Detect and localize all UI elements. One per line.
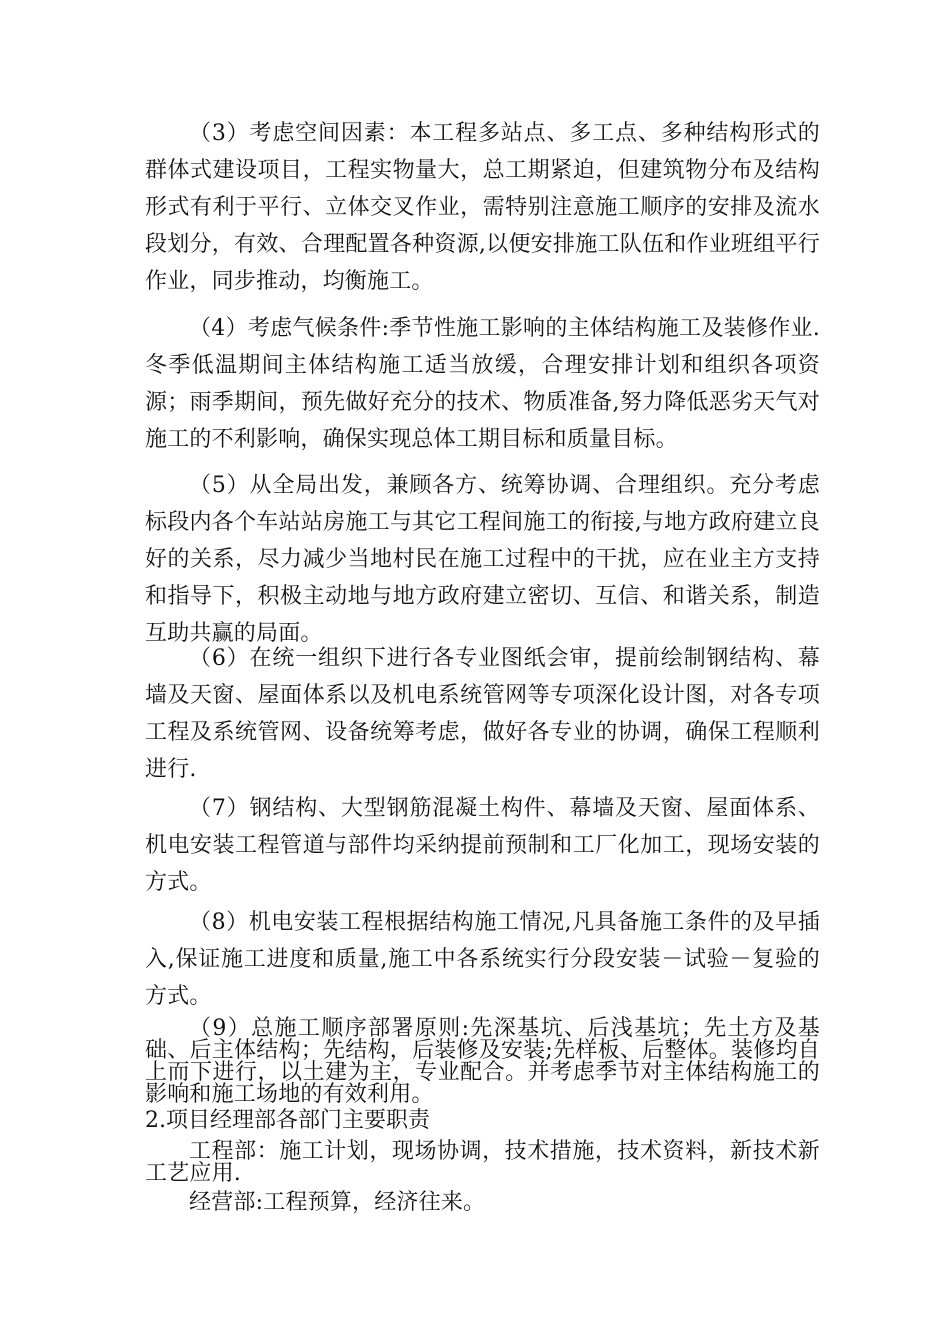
duty-operations: 经营部:工程预算，经济往来。 [189, 1190, 486, 1215]
paragraph-7: （7）钢结构、大型钢筋混凝土构件、幕墙及天窗、屋面体系、机电安装工程管道与部件均采纳提前预制和工厂化加工，现场安装的方式。 [145, 796, 820, 895]
duty-engineering: 工程部：施工计划，现场协调，技术措施，技术资料，新技术新工艺应用. [145, 1139, 820, 1186]
paragraph-5: （5）从全局出发，兼顾各方、统筹协调、合理组织。充分考虑标段内各个车站站房施工与其它工程间施工的衔接,与地方政府建立良好的关系，尽力减少当地村民在施工过程中的干扰，应在业主方支持和指导下，积极主动地与地方政府建立密切、互信、和谐关系，制造互助共赢的局面。 [145, 473, 820, 646]
paragraph-8: （8）机电安装工程根据结构施工情况,凡具备施工条件的及早插入,保证施工进度和质量,施工中各系统实行分段安装－试验－复验的方式。 [145, 910, 820, 1009]
paragraph-9: （9）总施工顺序部署原则:先深基坑、后浅基坑；先土方及基础、后主体结构；先结构，后装修及安装;先样板、后整体。装修均自上而下进行，以土建为主，专业配合。并考虑季节对主体结构施工的影响和施工场地的有效利用。 [145, 1016, 820, 1107]
paragraph-4: （4）考虑气候条件:季节性施工影响的主体结构施工及装修作业.冬季低温期间主体结构施工适当放缓，合理安排计划和组织各项资源；雨季期间，预先做好充分的技术、物质准备,努力降低恶劣天气对施工的不利影响，确保实现总体工期目标和质量目标。 [145, 316, 820, 452]
paragraph-3: （3）考虑空间因素：本工程多站点、多工点、多种结构形式的群体式建设项目，工程实物量大，总工期紧迫，但建筑物分布及结构形式有利于平行、立体交叉作业，需特别注意施工顺序的安排及流水段划分，有效、合理配置各种资源,以便安排施工队伍和作业班组平行作业，同步推动，均衡施工。 [145, 121, 820, 294]
paragraph-6: （6）在统一组织下进行各专业图纸会审，提前绘制钢结构、幕墙及天窗、屋面体系以及机电系统管网等专项深化设计图，对各专项工程及系统管网、设备统筹考虑，做好各专业的协调，确保工程顺利进行. [145, 646, 820, 782]
section-heading: 2.项目经理部各部门主要职责 [145, 1108, 430, 1133]
